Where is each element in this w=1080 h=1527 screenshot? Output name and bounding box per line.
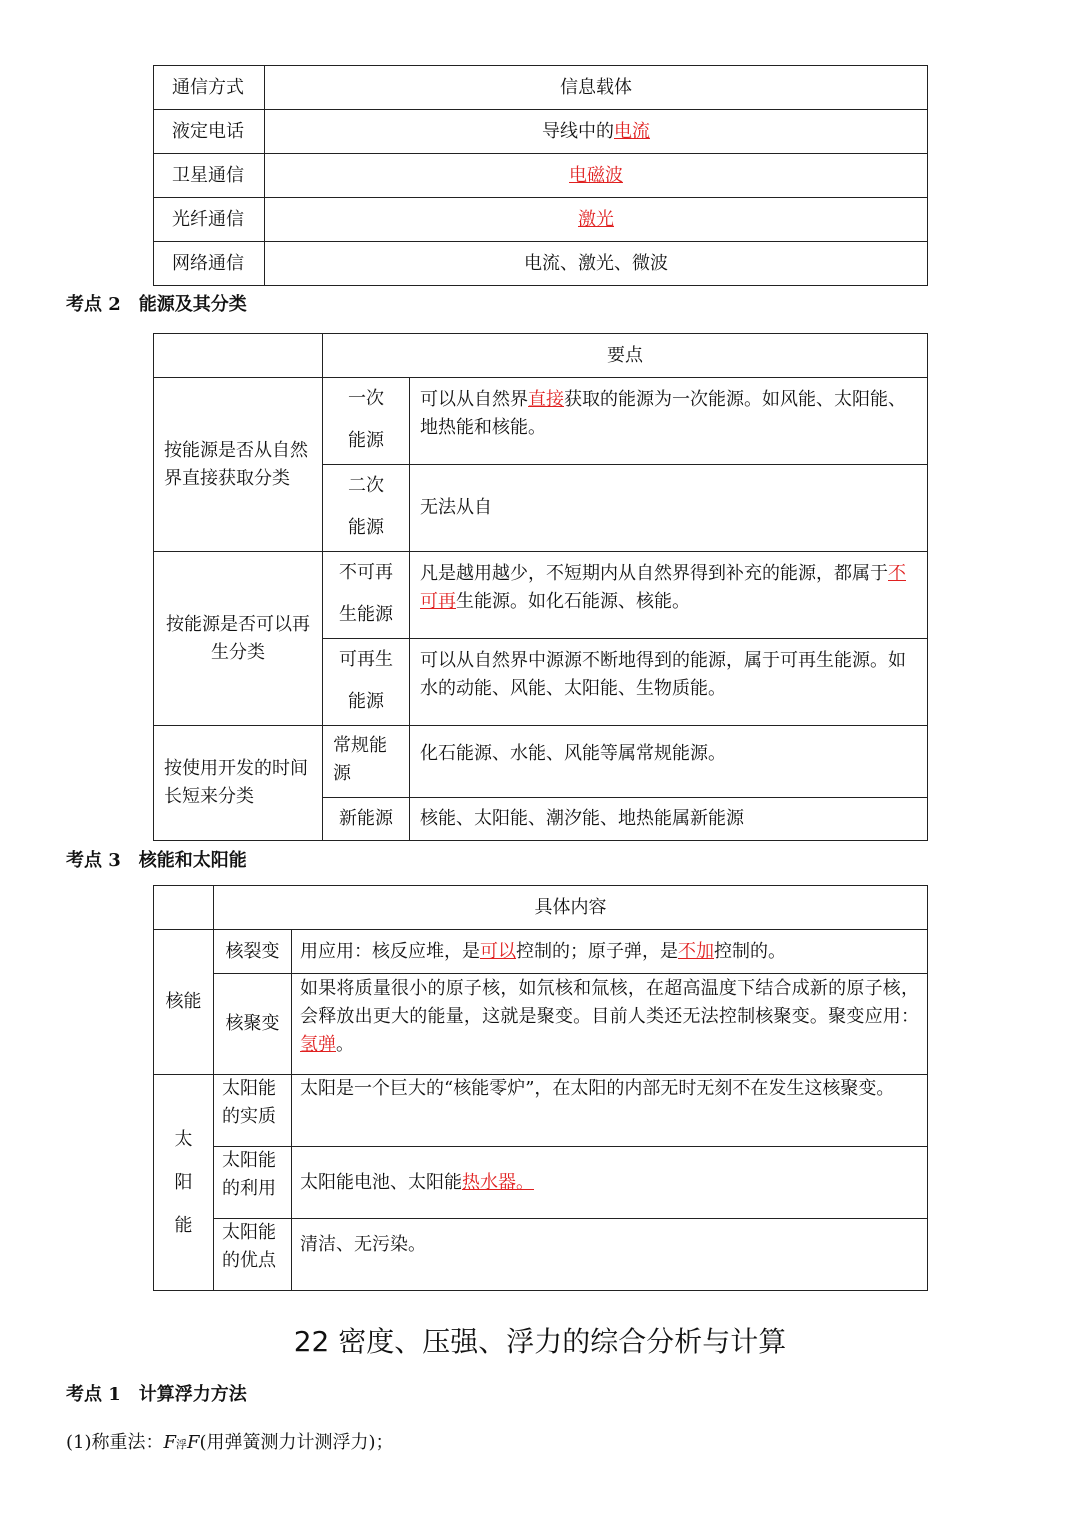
buoyancy-formula (66, 1428, 394, 1454)
answer-text: 不加 (678, 940, 714, 962)
category-char: 太 (174, 1129, 193, 1150)
answer-text: 氢弹 (300, 1034, 336, 1055)
desc-text: 凡是越用越少，不短期内从自然界得到补充的能源，都属于 (420, 563, 888, 584)
desc-cell (292, 974, 928, 1075)
header-carrier: 信息载体 (265, 66, 928, 110)
category-char: 能 (174, 1215, 193, 1236)
section-heading-2: 考点 2 能源及其分类 (66, 294, 247, 315)
desc-cell (292, 930, 928, 974)
desc-cell (410, 552, 928, 639)
answer-text: 不可再 (420, 563, 906, 612)
desc-text: 控制的；原子弹，是 (516, 940, 678, 962)
answer-text: 直接 (528, 389, 564, 410)
label-line: 太阳能 (222, 1078, 276, 1099)
table-row (154, 726, 928, 798)
carrier-cell (265, 110, 928, 154)
label-line: 的实质 (222, 1106, 276, 1127)
blank-header (154, 886, 214, 930)
category-cell: 按能源是否从自然界直接获取分类 (154, 378, 323, 552)
carrier-text: 导线中的 (542, 121, 614, 142)
type-line: 可再生 (339, 649, 393, 670)
table-row (154, 198, 928, 242)
desc-cell (292, 1147, 928, 1219)
method-cell: 网络通信 (154, 242, 265, 286)
answer-text: 电磁波 (569, 165, 623, 186)
blank-header (154, 334, 323, 378)
label-line: 的利用 (222, 1178, 276, 1199)
header-key-points: 要点 (323, 334, 928, 378)
formula-symbol: F (187, 1432, 200, 1453)
table-row (154, 154, 928, 198)
label-line: 太阳能 (222, 1150, 276, 1171)
desc-text: 获取的能源为一次能源。如风能、太阳能、地热能和核能。 (420, 389, 906, 438)
desc-cell: 化石能源、水能、风能等属常规能源。 (410, 726, 928, 798)
answer-text: 可以 (480, 940, 516, 962)
chapter-title: 22 密度、压强、浮力的综合分析与计算 (293, 1325, 787, 1358)
type-line: 不可再 (339, 562, 393, 583)
header-method: 通信方式 (154, 66, 265, 110)
energy-classification-table (153, 333, 928, 841)
table-row (154, 552, 928, 639)
carrier-cell (265, 154, 928, 198)
category-cell: 核能 (154, 930, 214, 1075)
subcategory-cell: 核聚变 (214, 974, 292, 1075)
carrier-cell: 电流、激光、微波 (265, 242, 928, 286)
answer-text: 电流 (614, 121, 650, 142)
desc-cell: 无法从自 (410, 465, 928, 552)
type-cell (323, 552, 410, 639)
desc-cell: 核能、太阳能、潮汐能、地热能属新能源 (410, 798, 928, 841)
type-line: 能源 (348, 517, 384, 538)
desc-text: 生能源。如化石能源、核能。 (456, 591, 690, 612)
answer-text: 激光 (578, 209, 614, 230)
type-cell: 新能源 (323, 798, 410, 841)
carrier-cell (265, 198, 928, 242)
desc-text: 控制的。 (714, 940, 786, 962)
method-cell: 光纤通信 (154, 198, 265, 242)
subcategory-cell (214, 1075, 292, 1147)
subcategory-cell: 核裂变 (214, 930, 292, 974)
desc-text: 可以从自然界 (420, 389, 528, 410)
type-cell (323, 639, 410, 726)
desc-text: 。 (336, 1034, 354, 1055)
desc-text: 太阳能电池、太阳能 (300, 1171, 462, 1193)
category-cell: 按能源是否可以再生分类 (154, 552, 323, 726)
type-line: 二次 (348, 475, 384, 496)
answer-text: 热水器。 (462, 1171, 534, 1193)
section-heading-1: 考点 1 计算浮力方法 (66, 1384, 247, 1405)
header-content: 具体内容 (214, 886, 928, 930)
subcategory-cell (214, 1147, 292, 1219)
nuclear-solar-table (153, 885, 928, 1291)
type-line: 生能源 (339, 604, 393, 625)
table-row (154, 242, 928, 286)
subcategory-cell (214, 1219, 292, 1291)
category-char: 阳 (174, 1172, 193, 1193)
desc-cell (410, 378, 928, 465)
table-row (154, 1147, 928, 1219)
method-cell: 液定电话 (154, 110, 265, 154)
table-row (154, 1219, 928, 1291)
method-cell: 卫星通信 (154, 154, 265, 198)
desc-text: 用应用：核反应堆，是 (300, 940, 480, 962)
type-cell (323, 378, 410, 465)
desc-cell: 太阳是一个巨大的“核能零炉”，在太阳的内部无时无刻不在发生这核聚变。 (292, 1075, 928, 1147)
table-row (154, 1075, 928, 1147)
category-cell: 按使用开发的时间长短来分类 (154, 726, 323, 841)
type-line: 能源 (348, 430, 384, 451)
formula-subscript: 浮 (176, 1438, 187, 1451)
section-heading-3: 考点 3 核能和太阳能 (66, 850, 247, 871)
table-row (154, 110, 928, 154)
type-cell: 常规能源 (323, 726, 410, 798)
type-line: 能源 (348, 691, 384, 712)
table-row (154, 930, 928, 974)
desc-cell: 清洁、无污染。 (292, 1219, 928, 1291)
type-cell (323, 465, 410, 552)
label-line: 太阳能 (222, 1222, 276, 1243)
table-row (154, 974, 928, 1075)
desc-cell: 可以从自然界中源源不断地得到的能源，属于可再生能源。如水的动能、风能、太阳能、生物质能。 (410, 639, 928, 726)
formula-suffix: (用弹簧测力计测浮力)； (199, 1432, 394, 1453)
desc-text: 如果将质量很小的原子核，如氘核和氚核，在超高温度下结合成新的原子核，会释放出更大的能量，这就是聚变。目前人类还无法控制核聚变。聚变应用： (300, 978, 919, 1027)
table-row (154, 378, 928, 465)
formula-prefix: (1)称重法： (66, 1432, 164, 1453)
category-cell (154, 1075, 214, 1291)
label-line: 的优点 (222, 1250, 276, 1271)
communication-table (153, 65, 928, 286)
type-line: 一次 (348, 388, 384, 409)
formula-symbol: F (163, 1432, 176, 1453)
